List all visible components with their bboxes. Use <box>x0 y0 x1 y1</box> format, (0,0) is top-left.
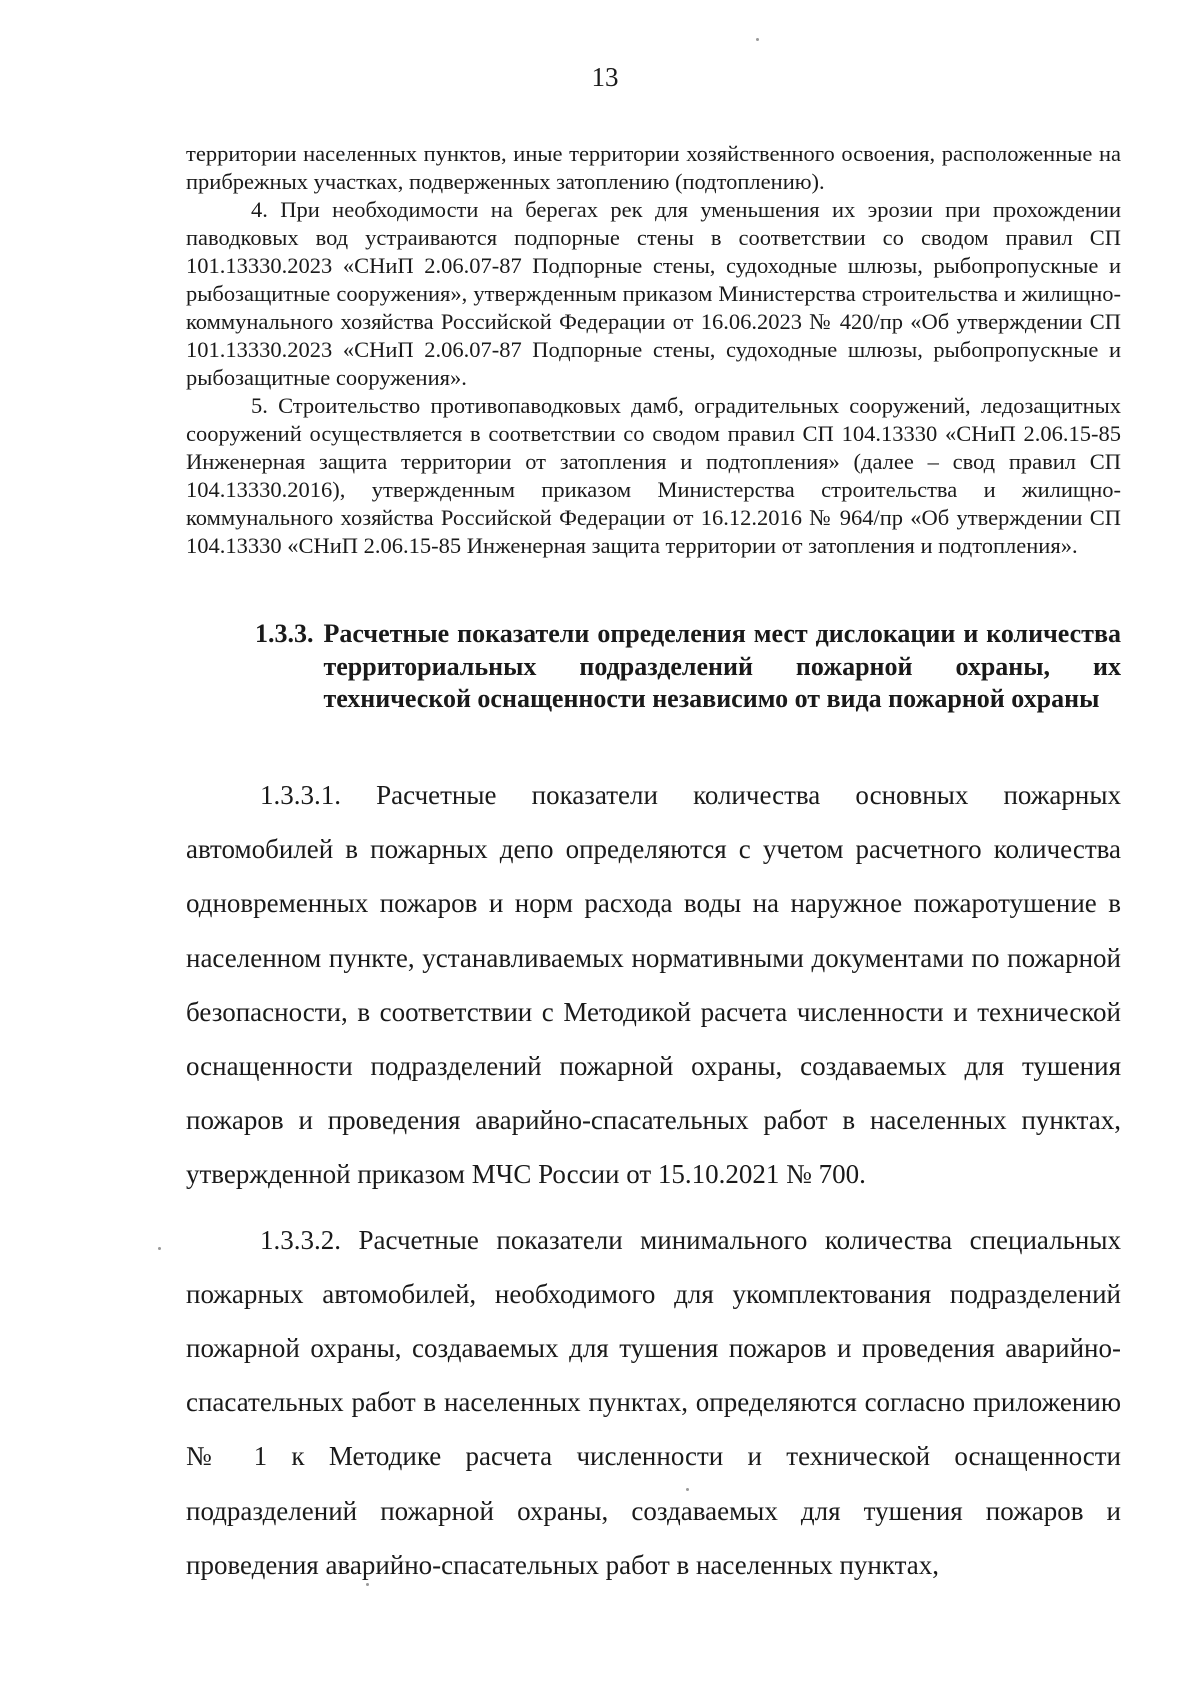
preceding-text-block <box>186 140 1121 560</box>
paragraph-item-5: 5. Строительство противопаводковых дамб, оградительных сооружений, ледозащитных сооружений осуществляется в соответствии со сводом правил СП 104.13330 «СНиП 2.06.15-85 Инженерная защита территории от затопления и подтопления» (далее – свод правил СП 104.13330.2016), утвержденным приказом Министерства строительства и жилищно-коммунального хозяйства Российской Федерации от 16.12.2016 № 964/пр «Об утверждении СП 104.13330 «СНиП 2.06.15-85 Инженерная защита территории от затопления и подтопления». <box>186 393 1121 558</box>
section-body <box>186 768 1121 1592</box>
section-number: 1.3.3. <box>255 619 314 648</box>
section-heading <box>255 618 1121 716</box>
scan-speck <box>366 1583 369 1586</box>
paragraph-1-3-3-2: 1.3.3.2. Расчетные показатели минимального количества специальных пожарных автомобилей, необходимого для укомплектования подразделений пожарной охраны, создаваемых для тушения пожаров и проведения аварийно-спасательных работ в населенных пунктах, определяются согласно приложению № 1 к Методике расчета численности и технической оснащенности подразделений пожарной охраны, создаваемых для тушения пожаров и проведения аварийно-спасательных работ в населенных пунктах, <box>186 1224 1121 1580</box>
page-number: 13 <box>591 62 619 92</box>
scan-speck <box>756 38 759 41</box>
paragraph-continuation: территории населенных пунктов, иные территории хозяйственного освоения, расположенные на прибрежных участках, подверженных затоплению (подтоплению). <box>186 141 1121 194</box>
paragraph-item-4: 4. При необходимости на берегах рек для уменьшения их эрозии при прохождении паводковых вод устраиваются подпорные стены в соответствии со сводом правил СП 101.13330.2023 «СНиП 2.06.07-87 Подпорные стены, судоходные шлюзы, рыбопропускные и рыбозащитные сооружения», утвержденным приказом Министерства строительства и жилищно-коммунального хозяйства Российской Федерации от 16.06.2023 № 420/пр «Об утверждении СП 101.13330.2023 «СНиП 2.06.07-87 Подпорные стены, судоходные шлюзы, рыбопропускные и рыбозащитные сооружения». <box>186 197 1121 390</box>
scan-speck <box>158 1247 161 1250</box>
paragraph-1-3-3-1: 1.3.3.1. Расчетные показатели количества основных пожарных автомобилей в пожарных депо определяются с учетом расчетного количества одновременных пожаров и норм расхода воды на наружное пожаротушение в населенном пункте, устанавливаемых нормативными документами по пожарной безопасности, в соответствии с Методикой расчета численности и технической оснащенности подразделений пожарной охраны, создаваемых для тушения пожаров и проведения аварийно-спасательных работ в населенных пунктах, утвержденной приказом МЧС России от 15.10.2021 № 700. <box>186 780 1121 1190</box>
scan-speck <box>686 1488 689 1491</box>
section-title: Расчетные показатели определения мест дислокации и количества территориальных подразделений пожарной охраны, их технической оснащенности независимо от вида пожарной охраны <box>323 619 1121 713</box>
